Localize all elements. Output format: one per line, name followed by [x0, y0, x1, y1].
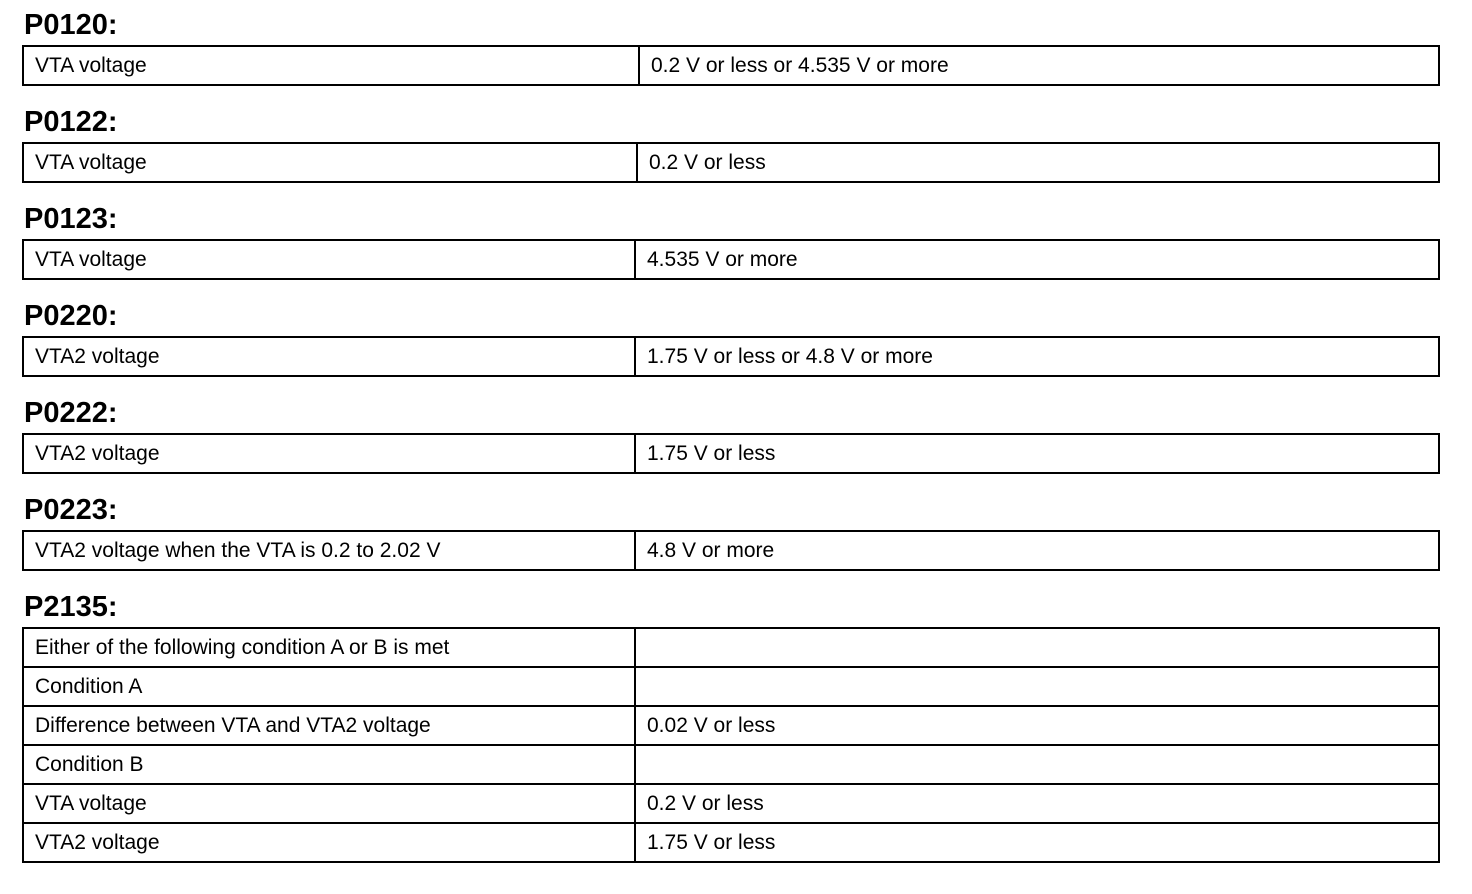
condition-label: Either of the following condition A or B is met: [23, 628, 635, 667]
condition-value: 1.75 V or less: [635, 823, 1439, 862]
table-row: [23, 784, 1439, 823]
spec-table: [22, 627, 1440, 863]
table-row: [23, 823, 1439, 862]
condition-label: VTA voltage: [23, 143, 637, 182]
dtc-code-heading: P0223:: [24, 494, 118, 526]
condition-label: VTA2 voltage: [23, 434, 635, 473]
table-row: [23, 531, 1439, 570]
condition-value: 0.2 V or less: [637, 143, 1439, 182]
condition-label: VTA voltage: [23, 784, 635, 823]
condition-label: VTA2 voltage when the VTA is 0.2 to 2.02 V: [23, 531, 635, 570]
dtc-code-heading: P0222:: [24, 397, 118, 429]
condition-label: VTA voltage: [23, 46, 639, 85]
condition-value: 4.535 V or more: [635, 240, 1439, 279]
condition-value: 1.75 V or less or 4.8 V or more: [635, 337, 1439, 376]
condition-value: 1.75 V or less: [635, 434, 1439, 473]
dtc-code-heading: P0220:: [24, 300, 118, 332]
condition-label: VTA voltage: [23, 240, 635, 279]
table-row: [23, 240, 1439, 279]
spec-table: [22, 142, 1440, 183]
condition-value: 0.2 V or less or 4.535 V or more: [639, 46, 1439, 85]
table-row: [23, 46, 1439, 85]
table-row: [23, 667, 1439, 706]
condition-value: 0.2 V or less: [635, 784, 1439, 823]
spec-table: [22, 530, 1440, 571]
condition-value: 4.8 V or more: [635, 531, 1439, 570]
condition-label: Condition B: [23, 745, 635, 784]
condition-value: [635, 745, 1439, 784]
condition-label: Difference between VTA and VTA2 voltage: [23, 706, 635, 745]
spec-table: [22, 45, 1440, 86]
condition-label: VTA2 voltage: [23, 337, 635, 376]
dtc-code-heading: P0120:: [24, 9, 118, 41]
dtc-code-heading: P0123:: [24, 203, 118, 235]
spec-table: [22, 336, 1440, 377]
condition-label: Condition A: [23, 667, 635, 706]
table-row: [23, 337, 1439, 376]
table-row: [23, 745, 1439, 784]
condition-value: [635, 628, 1439, 667]
table-row: [23, 434, 1439, 473]
condition-label: VTA2 voltage: [23, 823, 635, 862]
dtc-code-heading: P2135:: [24, 591, 118, 623]
condition-value: [635, 667, 1439, 706]
spec-table: [22, 239, 1440, 280]
table-row: [23, 706, 1439, 745]
table-row: [23, 628, 1439, 667]
condition-value: 0.02 V or less: [635, 706, 1439, 745]
dtc-code-heading: P0122:: [24, 106, 118, 138]
table-row: [23, 143, 1439, 182]
spec-table: [22, 433, 1440, 474]
